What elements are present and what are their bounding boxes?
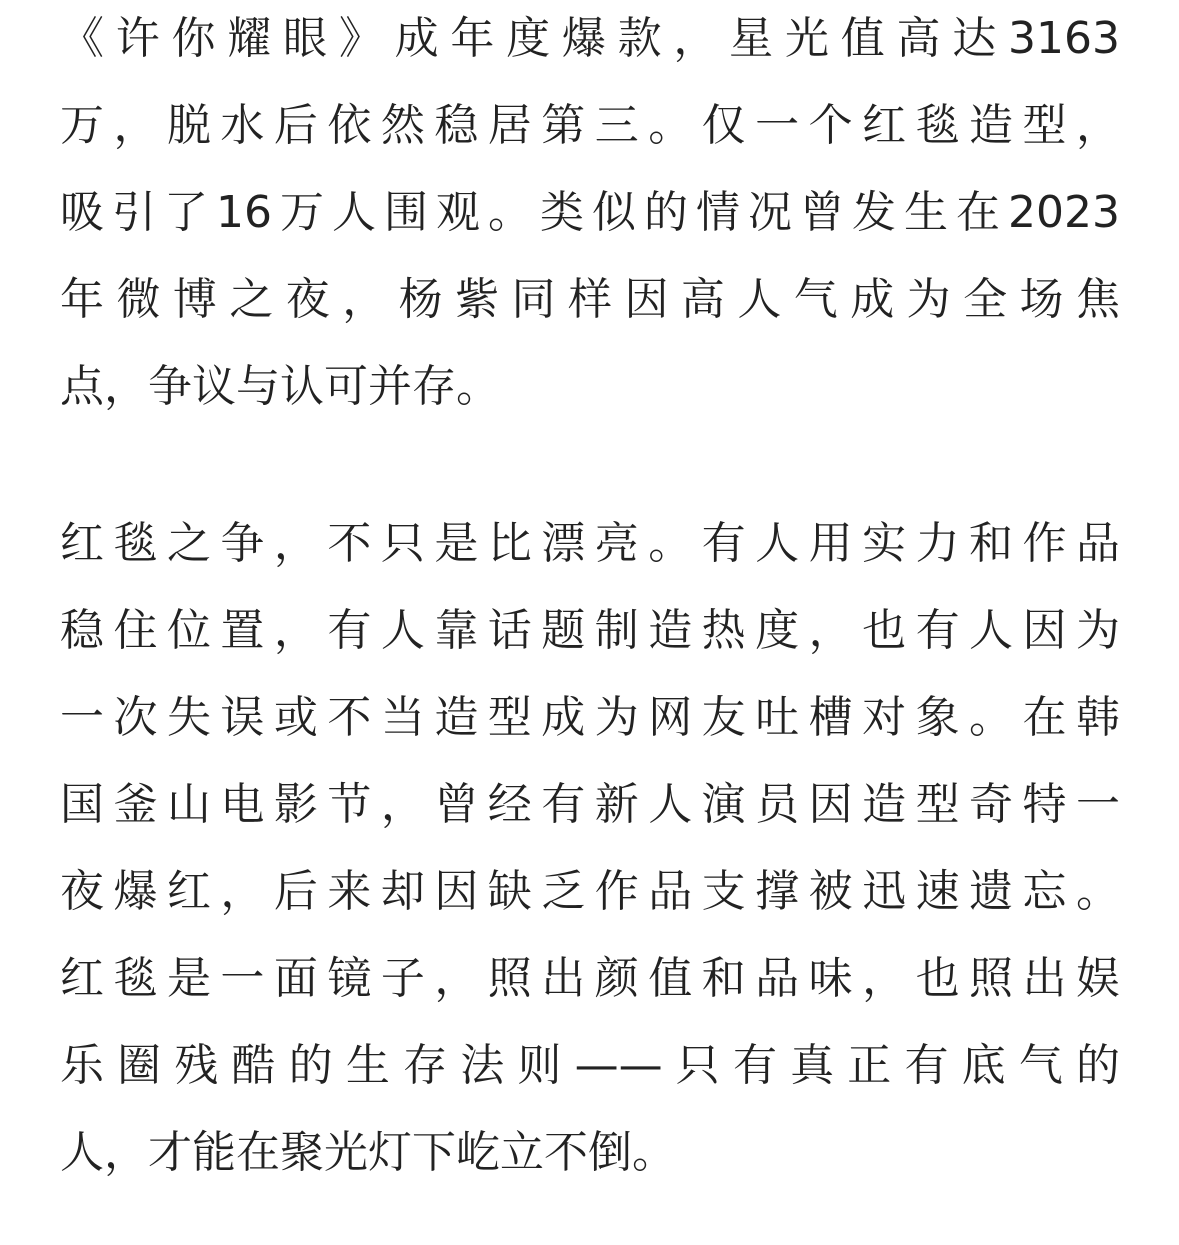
paragraph-2: [60, 505, 1120, 1201]
article-body: [60, 0, 1120, 1201]
text-line: 吸引了16万人围观。类似的情况曾发生在2023: [60, 187, 1120, 238]
text-line: 稳住位置，有人靠话题制造热度，也有人因为: [60, 605, 1120, 656]
text-line: 一次失误或不当造型成为网友吐槽对象。在韩: [60, 692, 1120, 743]
text-line: 人，才能在聚光灯下屹立不倒。: [60, 1127, 676, 1178]
text-line: 国釜山电影节，曾经有新人演员因造型奇特一: [60, 779, 1120, 830]
text-line: 乐圈残酷的生存法则——只有真正有底气的: [60, 1040, 1120, 1091]
text-line: 夜爆红，后来却因缺乏作品支撑被迅速遗忘。: [60, 866, 1120, 917]
text-line: 年微博之夜，杨紫同样因高人气成为全场焦: [60, 274, 1120, 325]
text-line: 红毯之争，不只是比漂亮。有人用实力和作品: [60, 518, 1120, 569]
text-line: 红毯是一面镜子，照出颜值和品味，也照出娱: [60, 953, 1120, 1004]
text-line: 万，脱水后依然稳居第三。仅一个红毯造型，: [60, 100, 1120, 151]
paragraph-1: [60, 0, 1120, 435]
text-line: 《许你耀眼》成年度爆款，星光值高达3163: [60, 13, 1120, 64]
text-line: 点，争议与认可并存。: [60, 361, 500, 412]
